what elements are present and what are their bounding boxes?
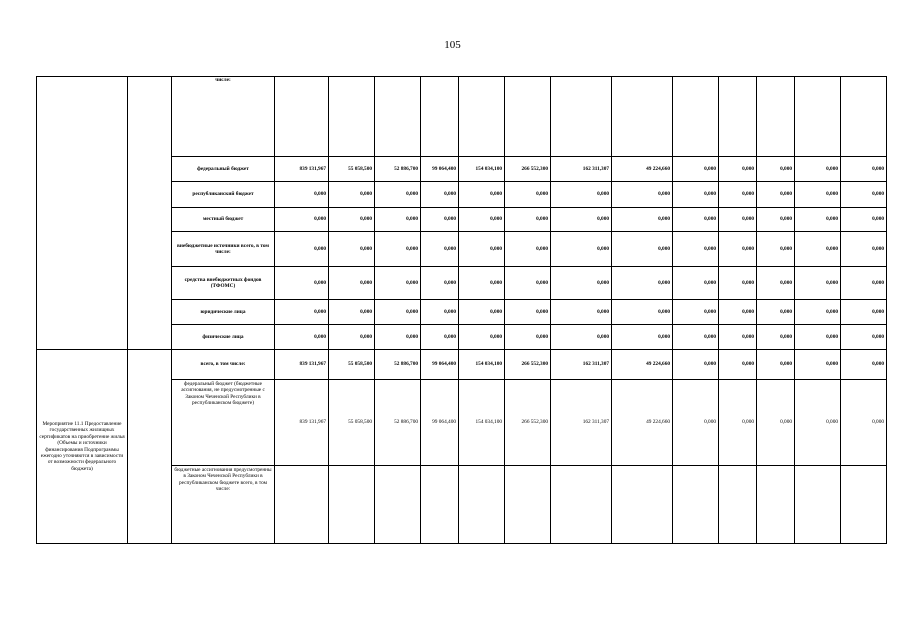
amount-cell: 99 064,400: [421, 350, 459, 380]
amount-cell: 0,000: [612, 325, 673, 350]
amount-cell: 162 311,307: [551, 157, 612, 182]
amount-cell: 0,000: [719, 380, 757, 466]
amount-cell: 839 131,967: [275, 350, 329, 380]
amount-cell: 0,000: [275, 325, 329, 350]
amount-cell: 0,000: [459, 208, 505, 232]
amount-cell: 839 131,967: [275, 380, 329, 466]
amount-cell: 0,000: [841, 157, 887, 182]
amount-cell: 0,000: [841, 350, 887, 380]
amount-cell: 0,000: [329, 232, 375, 267]
amount-cell: 0,000: [841, 182, 887, 208]
amount-cell: 0,000: [673, 267, 719, 300]
source-cell-top: числе:: [172, 77, 275, 157]
amount-cell: 0,000: [551, 325, 612, 350]
amount-cell: 0,000: [841, 267, 887, 300]
amount-cell: 0,000: [719, 267, 757, 300]
amount-cell: 0,000: [459, 300, 505, 325]
amount-cell: 0,000: [505, 325, 551, 350]
amount-cell: 0,000: [795, 157, 841, 182]
amount-cell: 0,000: [719, 208, 757, 232]
amount-cell: 99 064,400: [421, 380, 459, 466]
funding-source-cell: физические лица: [172, 325, 275, 350]
amount-cell: 0,000: [421, 208, 459, 232]
amount-cell: 0,000: [757, 350, 795, 380]
amount-cell: 266 552,300: [505, 380, 551, 466]
amount-cell: 0,000: [719, 232, 757, 267]
amount-cell: [275, 466, 329, 544]
funding-source-cell: средства внебюджетных фондов (ТФОМС): [172, 267, 275, 300]
amount-cell: 0,000: [795, 208, 841, 232]
amount-cell: [375, 466, 421, 544]
amount-cell: 0,000: [612, 300, 673, 325]
amount-cell: 154 034,100: [459, 350, 505, 380]
amount-cell: 162 311,307: [551, 380, 612, 466]
amount-cell: 0,000: [459, 267, 505, 300]
amount-cell: 0,000: [795, 267, 841, 300]
amount-cell: 0,000: [757, 325, 795, 350]
executor-cell-block1: [128, 77, 172, 350]
amount-cell: 0,000: [275, 182, 329, 208]
amount-cell: 0,000: [673, 350, 719, 380]
amount-cell: 0,000: [375, 208, 421, 232]
amount-cell: 0,000: [421, 300, 459, 325]
amount-cell: 0,000: [673, 380, 719, 466]
amount-cell: [551, 466, 612, 544]
amount-cell: 0,000: [719, 182, 757, 208]
amount-cell: 0,000: [673, 157, 719, 182]
amount-cell: 0,000: [551, 300, 612, 325]
amount-cell: 0,000: [795, 350, 841, 380]
amount-cell: 0,000: [673, 300, 719, 325]
amount-cell: 0,000: [795, 182, 841, 208]
amount-cell: 49 224,660: [612, 157, 673, 182]
funding-source-cell: федеральный бюджет (бюджетные ассигнования, не предусмотренные с Законом Чеченской Республики в республиканском бюджете): [172, 380, 275, 466]
amount-cell: [612, 466, 673, 544]
amount-cell: [795, 466, 841, 544]
amount-cell: 0,000: [612, 232, 673, 267]
amount-cell: 0,000: [329, 208, 375, 232]
amount-cell: 0,000: [757, 300, 795, 325]
amount-cell: 0,000: [673, 182, 719, 208]
amount-cell: 0,000: [719, 157, 757, 182]
amount-cell: 0,000: [459, 232, 505, 267]
amount-cell: 0,000: [673, 208, 719, 232]
amount-cell: 0,000: [719, 350, 757, 380]
amount-cell: 0,000: [505, 267, 551, 300]
amount-cell: 0,000: [505, 300, 551, 325]
amount-cell: 0,000: [275, 300, 329, 325]
amount-cell: 0,000: [841, 380, 887, 466]
amount-cell: 0,000: [719, 325, 757, 350]
measure-description-cell: Мероприятие 11.1 Предоставление государственных жилищных сертификатов на приобретение жилья (Объемы и источники финансирования Подпрограммы ежегодно уточняются в зависимости от возможности федерального бюджета): [37, 350, 128, 544]
amount-cell: 0,000: [673, 232, 719, 267]
amount-cell: 99 064,400: [421, 157, 459, 182]
amount-cell: 839 131,967: [275, 157, 329, 182]
amount-cell: 266 552,300: [505, 157, 551, 182]
amount-cell: 0,000: [612, 208, 673, 232]
amount-cell: 55 058,500: [329, 157, 375, 182]
amount-cell: 0,000: [757, 208, 795, 232]
amount-cell: 154 034,100: [459, 380, 505, 466]
funding-source-cell: всего, в том числе:: [172, 350, 275, 380]
amount-cell: 0,000: [795, 232, 841, 267]
funding-source-cell: внебюджетные источники всего, в том числе:: [172, 232, 275, 267]
amount-cell: 55 058,500: [329, 350, 375, 380]
amount-cell: 0,000: [505, 232, 551, 267]
amount-cell: 0,000: [421, 267, 459, 300]
amount-cell: 0,000: [719, 300, 757, 325]
amount-cell: 0,000: [795, 325, 841, 350]
amount-cell: 49 224,660: [612, 350, 673, 380]
measure-cell-block1: [37, 77, 128, 350]
amount-cell: 0,000: [612, 267, 673, 300]
budget-table: [36, 76, 887, 544]
amount-cell: [459, 466, 505, 544]
amount-cell: 0,000: [275, 267, 329, 300]
amount-cell: [505, 466, 551, 544]
amount-cell: 52 886,700: [375, 380, 421, 466]
amount-cell: 0,000: [459, 182, 505, 208]
amount-cell: 0,000: [375, 182, 421, 208]
amount-cell: 0,000: [375, 325, 421, 350]
amount-cell: [719, 466, 757, 544]
amount-cell: 0,000: [757, 267, 795, 300]
amount-cell: 0,000: [329, 182, 375, 208]
table-row: [37, 350, 887, 380]
amount-cell: [673, 466, 719, 544]
amount-cell: 0,000: [551, 232, 612, 267]
amount-cell: [329, 466, 375, 544]
amount-cell: [841, 466, 887, 544]
amount-cell: 0,000: [841, 208, 887, 232]
table-row-top: [37, 77, 887, 157]
amount-cell: 0,000: [329, 267, 375, 300]
amount-cell: 162 311,307: [551, 350, 612, 380]
amount-cell: 0,000: [505, 182, 551, 208]
amount-cell: 0,000: [329, 325, 375, 350]
amount-cell: 154 034,100: [459, 157, 505, 182]
amount-cell: 52 886,700: [375, 350, 421, 380]
amount-cell: 0,000: [841, 325, 887, 350]
amount-cell: 52 886,700: [375, 157, 421, 182]
amount-cell: 0,000: [551, 182, 612, 208]
executor-cell-block2: [128, 350, 172, 544]
funding-source-cell: федеральный бюджет: [172, 157, 275, 182]
amount-cell: [757, 466, 795, 544]
amount-cell: 0,000: [757, 232, 795, 267]
amount-cell: 0,000: [275, 208, 329, 232]
funding-source-cell: местный бюджет: [172, 208, 275, 232]
amount-cell: 0,000: [329, 300, 375, 325]
amount-cell: 0,000: [551, 267, 612, 300]
amount-cell: 0,000: [505, 208, 551, 232]
amount-cell: 0,000: [459, 325, 505, 350]
amount-cell: 0,000: [757, 157, 795, 182]
amount-cell: 0,000: [841, 300, 887, 325]
amount-cell: 0,000: [757, 380, 795, 466]
amount-cell: 0,000: [795, 300, 841, 325]
funding-source-cell: республиканский бюджет: [172, 182, 275, 208]
amount-cell: 0,000: [795, 380, 841, 466]
amount-cell: 0,000: [375, 267, 421, 300]
amount-cell: 0,000: [612, 182, 673, 208]
amount-cell: 0,000: [275, 232, 329, 267]
amount-cell: 0,000: [421, 232, 459, 267]
amount-cell: 55 058,500: [329, 380, 375, 466]
amount-cell: 0,000: [375, 300, 421, 325]
amount-cell: 266 552,300: [505, 350, 551, 380]
funding-source-cell: юридические лица: [172, 300, 275, 325]
amount-cell: 0,000: [421, 325, 459, 350]
amount-cell: [421, 466, 459, 544]
funding-source-cell: бюджетные ассигнования предусмотренны в Законом Чеченской Республики в республиканском бюджете всего, в том числе:: [172, 466, 275, 544]
amount-cell: 0,000: [421, 182, 459, 208]
amount-cell: 49 224,660: [612, 380, 673, 466]
amount-cell: 0,000: [375, 232, 421, 267]
amount-cell: 0,000: [673, 325, 719, 350]
amount-cell: 0,000: [757, 182, 795, 208]
amount-cell: 0,000: [841, 232, 887, 267]
amount-cell: 0,000: [551, 208, 612, 232]
page-number: 105: [444, 39, 461, 51]
